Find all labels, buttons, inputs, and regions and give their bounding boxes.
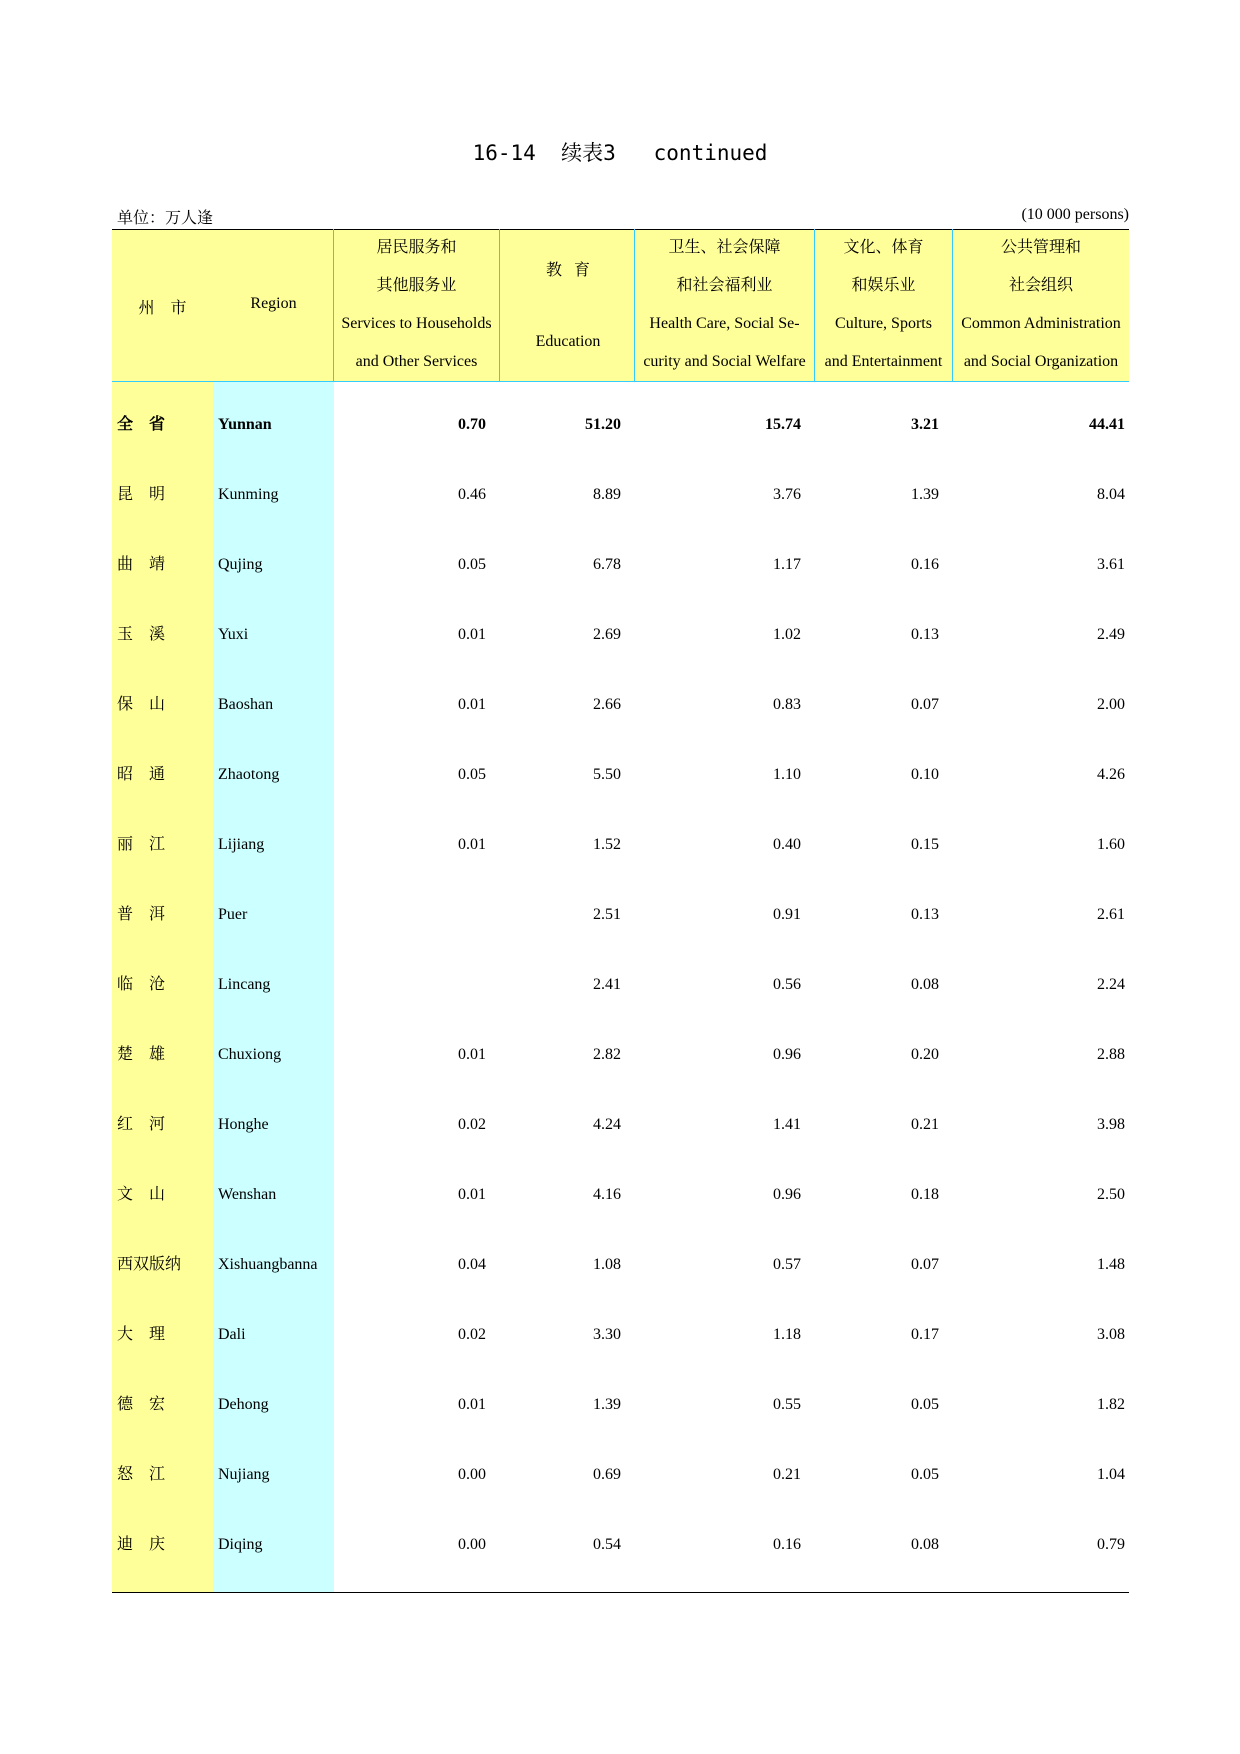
page-title: 16-14 续表3 continued	[472, 141, 768, 165]
value-public-admin: 2.61	[1097, 906, 1125, 923]
value-culture: 0.13	[911, 626, 939, 643]
value-culture: 0.18	[911, 1186, 939, 1203]
header-line: 居民服务和	[376, 239, 457, 256]
value-health: 0.21	[773, 1466, 801, 1483]
value-public-admin: 2.49	[1097, 626, 1125, 643]
region-en: Yunnan	[218, 416, 272, 433]
header-education-cn: 教 育	[545, 262, 590, 279]
header-region-cn: 州 市	[138, 300, 187, 317]
value-education: 4.16	[593, 1186, 621, 1203]
region-cn: 红 河	[117, 1116, 166, 1133]
header-line: 其他服务业	[376, 277, 457, 294]
value-services: 0.01	[458, 1396, 486, 1413]
table-row	[112, 600, 1129, 670]
value-health: 0.55	[773, 1396, 801, 1413]
region-cn: 文 山	[117, 1186, 166, 1203]
value-public-admin: 0.79	[1097, 1536, 1125, 1553]
value-health: 1.02	[773, 626, 801, 643]
value-culture: 0.13	[911, 906, 939, 923]
value-culture: 3.21	[911, 416, 939, 433]
value-education: 1.39	[593, 1396, 621, 1413]
value-public-admin: 3.08	[1097, 1326, 1125, 1343]
header-culture-sports	[815, 229, 952, 381]
header-region-en: Region	[250, 295, 297, 312]
value-education: 2.82	[593, 1046, 621, 1063]
table-row	[112, 810, 1129, 880]
value-public-admin: 2.24	[1097, 976, 1125, 993]
value-culture: 0.10	[911, 766, 939, 783]
value-education: 1.08	[593, 1256, 621, 1273]
region-en: Dehong	[218, 1396, 269, 1413]
table-row	[112, 1090, 1129, 1160]
value-health: 1.10	[773, 766, 801, 783]
header-line: and Social Organization	[963, 353, 1119, 370]
value-education: 6.78	[593, 556, 621, 573]
table-row	[112, 880, 1129, 950]
value-public-admin: 44.41	[1089, 416, 1125, 433]
table-row	[112, 530, 1129, 600]
value-education: 0.69	[593, 1466, 621, 1483]
header-services	[334, 229, 499, 381]
value-culture: 1.39	[911, 486, 939, 503]
region-cn: 德 宏	[117, 1396, 166, 1413]
value-education: 0.54	[593, 1536, 621, 1553]
value-public-admin: 4.26	[1097, 766, 1125, 783]
region-cn: 保 山	[117, 696, 166, 713]
region-en: Lincang	[218, 976, 271, 993]
value-services: 0.01	[458, 1046, 486, 1063]
region-en: Wenshan	[218, 1186, 277, 1203]
header-public-admin	[953, 229, 1129, 381]
value-health: 0.57	[773, 1256, 801, 1273]
value-services: 0.46	[458, 486, 486, 503]
header-line: 公共管理和	[1000, 239, 1081, 256]
value-services: 0.05	[458, 556, 486, 573]
value-health: 0.56	[773, 976, 801, 993]
value-culture: 0.21	[911, 1116, 939, 1133]
header-line: Common Administration	[961, 315, 1121, 332]
header-education-en: Education	[535, 333, 601, 350]
value-public-admin: 1.48	[1097, 1256, 1125, 1273]
value-culture: 0.07	[911, 1256, 939, 1273]
region-cn: 全 省	[117, 416, 166, 433]
region-cn: 怒 江	[117, 1466, 166, 1483]
header-health-care	[635, 229, 814, 381]
region-cn: 西双版纳	[117, 1256, 182, 1273]
value-services: 0.04	[458, 1256, 486, 1273]
value-public-admin: 1.04	[1097, 1466, 1125, 1483]
value-public-admin: 1.82	[1097, 1396, 1125, 1413]
value-services: 0.01	[458, 696, 486, 713]
value-public-admin: 1.60	[1097, 836, 1125, 853]
value-culture: 0.15	[911, 836, 939, 853]
table-row	[112, 740, 1129, 810]
region-cn: 丽 江	[117, 836, 166, 853]
header-line: 和社会福利业	[676, 277, 773, 294]
region-cn: 玉 溪	[117, 626, 166, 643]
value-culture: 0.08	[911, 1536, 939, 1553]
value-education: 3.30	[593, 1326, 621, 1343]
value-education: 2.66	[593, 696, 621, 713]
value-services: 0.01	[458, 1186, 486, 1203]
value-health: 0.91	[773, 906, 801, 923]
header-line: 文化、体育	[843, 239, 924, 256]
value-education: 2.51	[593, 906, 621, 923]
table-row-total	[112, 390, 1129, 460]
region-en: Yuxi	[218, 626, 249, 643]
value-public-admin: 2.50	[1097, 1186, 1125, 1203]
value-public-admin: 3.61	[1097, 556, 1125, 573]
value-health: 0.96	[773, 1186, 801, 1203]
region-en: Honghe	[218, 1116, 269, 1133]
table-row	[112, 1510, 1129, 1580]
value-health: 0.16	[773, 1536, 801, 1553]
value-health: 0.83	[773, 696, 801, 713]
value-culture: 0.05	[911, 1396, 939, 1413]
header-divider	[499, 229, 500, 382]
value-health: 3.76	[773, 486, 801, 503]
value-education: 8.89	[593, 486, 621, 503]
table-row	[112, 1440, 1129, 1510]
region-en: Chuxiong	[218, 1046, 282, 1063]
region-en: Qujing	[218, 556, 263, 573]
value-services: 0.00	[458, 1536, 486, 1553]
region-en: Lijiang	[218, 836, 265, 853]
table-row	[112, 950, 1129, 1020]
table-row	[112, 670, 1129, 740]
table-row	[112, 1020, 1129, 1090]
value-culture: 0.08	[911, 976, 939, 993]
header-line: 社会组织	[1008, 277, 1073, 294]
header-line: and Other Services	[355, 353, 478, 370]
header-line: Services to Households	[341, 315, 492, 332]
region-en: Kunming	[218, 486, 279, 503]
value-health: 1.17	[773, 556, 801, 573]
value-public-admin: 2.00	[1097, 696, 1125, 713]
value-services: 0.02	[458, 1116, 486, 1133]
region-en: Baoshan	[218, 696, 274, 713]
region-en: Puer	[218, 906, 248, 923]
value-education: 1.52	[593, 836, 621, 853]
value-health: 1.18	[773, 1326, 801, 1343]
region-en: Dali	[218, 1326, 246, 1343]
value-services: 0.00	[458, 1466, 486, 1483]
unit-label: 单位：万人逢	[117, 210, 214, 227]
table-row	[112, 1370, 1129, 1440]
value-education: 2.69	[593, 626, 621, 643]
value-culture: 0.20	[911, 1046, 939, 1063]
header-line: curity and Social Welfare	[643, 353, 806, 370]
region-cn: 临 沧	[117, 976, 166, 993]
region-en: Zhaotong	[218, 766, 280, 783]
value-services: 0.02	[458, 1326, 486, 1343]
value-culture: 0.07	[911, 696, 939, 713]
value-culture: 0.16	[911, 556, 939, 573]
header-line: Culture, Sports	[835, 315, 932, 332]
header-line: Health Care, Social Se-	[649, 315, 800, 332]
value-education: 2.41	[593, 976, 621, 993]
region-cn: 昭 通	[117, 766, 166, 783]
region-cn: 昆 明	[117, 486, 166, 503]
value-culture: 0.05	[911, 1466, 939, 1483]
header-line: 卫生、社会保障	[668, 239, 781, 256]
value-education: 51.20	[585, 416, 621, 433]
value-health: 1.41	[773, 1116, 801, 1133]
table-bottom-rule	[112, 1592, 1129, 1593]
region-en: Nujiang	[218, 1466, 270, 1483]
table-row	[112, 460, 1129, 530]
value-education: 5.50	[593, 766, 621, 783]
value-public-admin: 3.98	[1097, 1116, 1125, 1133]
region-en: Xishuangbanna	[218, 1256, 318, 1273]
value-health: 15.74	[765, 416, 801, 433]
value-education: 4.24	[593, 1116, 621, 1133]
value-health: 0.96	[773, 1046, 801, 1063]
region-cn: 普 洱	[117, 906, 166, 923]
header-line: 和娱乐业	[851, 277, 916, 294]
value-services: 0.01	[458, 836, 486, 853]
region-en: Diqing	[218, 1536, 263, 1553]
region-cn: 迪 庆	[117, 1536, 166, 1553]
value-services: 0.05	[458, 766, 486, 783]
header-line: and Entertainment	[824, 353, 943, 370]
region-cn: 楚 雄	[117, 1046, 166, 1063]
value-public-admin: 8.04	[1097, 486, 1125, 503]
value-public-admin: 2.88	[1097, 1046, 1125, 1063]
table-row	[112, 1230, 1129, 1300]
value-services: 0.01	[458, 626, 486, 643]
table-row	[112, 1160, 1129, 1230]
value-services: 0.70	[458, 416, 486, 433]
region-cn: 大 理	[117, 1326, 166, 1343]
unit-note: (10 000 persons)	[1021, 206, 1129, 223]
region-cn: 曲 靖	[117, 556, 166, 573]
table-row	[112, 1300, 1129, 1370]
value-health: 0.40	[773, 836, 801, 853]
value-culture: 0.17	[911, 1326, 939, 1343]
